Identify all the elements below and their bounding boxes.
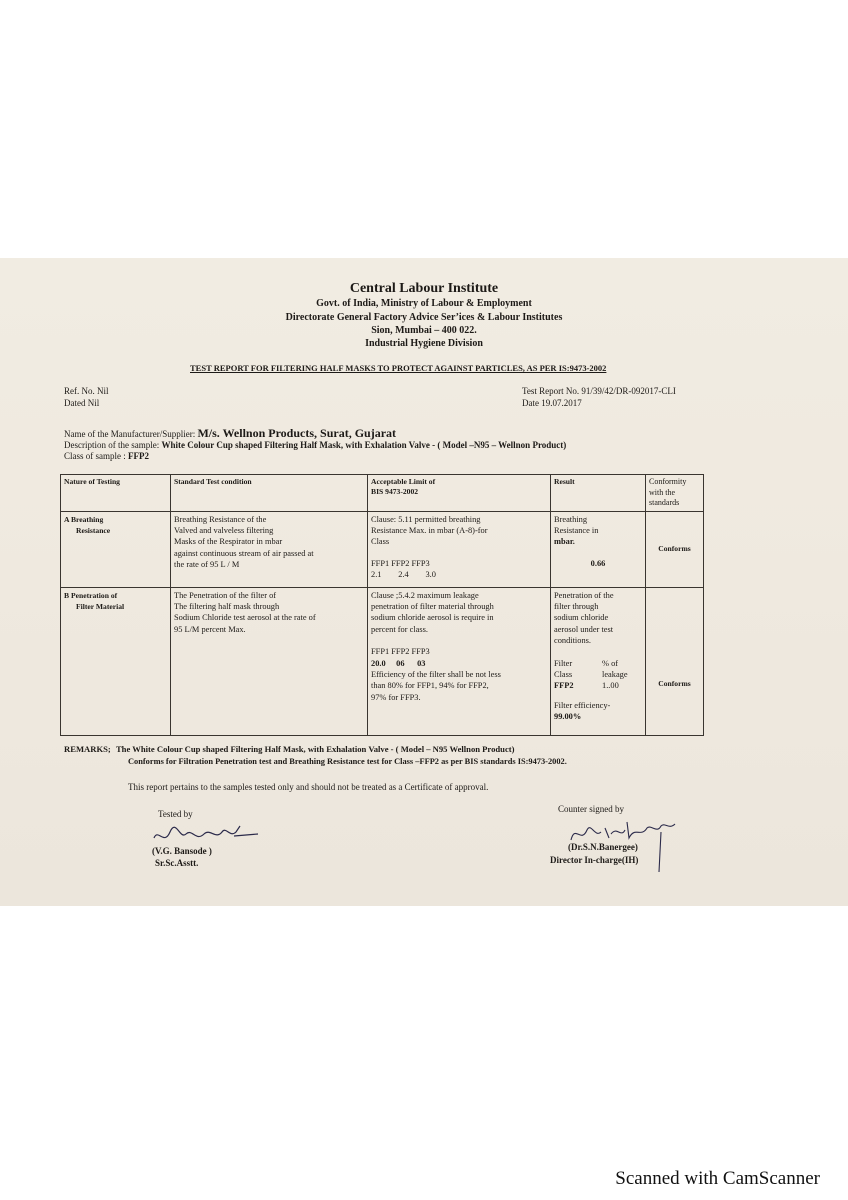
row-a-nature-line: A Breathing	[64, 514, 104, 524]
row-a-result	[551, 511, 646, 587]
row-b-nature-line: Filter Material	[76, 601, 125, 611]
row-a-condition	[171, 511, 368, 587]
row-a-limit	[368, 511, 551, 587]
dated: Dated Nil	[64, 398, 100, 408]
row-a-nature-line: Resistance	[76, 525, 111, 535]
row-b-conformity-badge: Conforms	[658, 679, 691, 689]
class-line	[64, 451, 149, 461]
row-a-condition-line: against continuous stream of air passed at	[174, 548, 314, 558]
header-limit-line: BIS 9473-2002	[371, 487, 419, 496]
director-name: (Dr.S.N.Banergee)	[568, 842, 638, 852]
row-b-limit	[368, 587, 551, 735]
row-b-result-line: Penetration of the	[554, 590, 614, 600]
row-a-result-line: mbar.	[554, 537, 575, 547]
header-condition: Standard Test condition	[171, 475, 368, 512]
row-a-conformity-badge: Conforms	[658, 544, 691, 554]
tester-name: (V.G. Bansode )	[152, 846, 212, 856]
remarks-label: REMARKS;	[64, 744, 111, 754]
row-b-limit-line: penetration of filter material through	[371, 601, 494, 611]
row-b-limit-classes: FFP1 FFP2 FFP3	[371, 647, 430, 657]
manufacturer-line	[64, 426, 396, 441]
row-b-result	[551, 587, 646, 735]
report-date: Date 19.07.2017	[522, 398, 582, 408]
result-grid-cell: 1..00	[602, 681, 619, 691]
result-grid-cell: Class	[554, 669, 573, 679]
certificate-note: This report pertains to the samples tested only and should not be treated as a Certificate of approval.	[128, 782, 489, 792]
row-a-nature	[61, 511, 171, 587]
scanner-watermark: Scanned with CamScanner	[615, 1168, 820, 1189]
row-b-nature	[61, 587, 171, 735]
row-b-result-line: conditions.	[554, 636, 591, 646]
manufacturer-name: M/s. Wellnon Products, Surat, Gujarat	[197, 426, 397, 440]
tester-signature	[150, 820, 262, 848]
row-b-nature-line: B Penetration of	[64, 590, 118, 600]
row-b-condition-line: The filtering half mask through	[174, 601, 280, 611]
row-a-condition-line: the rate of 95 L / M	[174, 560, 240, 570]
class-label: Class of sample :	[64, 451, 128, 461]
remarks-text-1: The White Colour Cup shaped Filtering Half Mask, with Exhalation Valve - ( Model – N95 Wellnon Product)	[115, 744, 515, 754]
result-grid-cell: leakage	[602, 669, 628, 679]
row-a-limit-values: 2.1 2.4 3.0	[371, 570, 436, 580]
row-b-condition	[171, 587, 368, 735]
header-limit-line: Acceptable Limit of	[371, 477, 436, 486]
row-b-condition-line: Sodium Chloride test aerosol at the rate of	[174, 613, 316, 623]
description-line	[64, 440, 566, 450]
test-report-no: Test Report No. 91/39/42/DR-092017-CLI	[522, 386, 676, 396]
director-role: Director In-charge(IH)	[550, 855, 639, 865]
row-b-limit-efficiency: than 80% for FFP1, 94% for FFP2,	[371, 681, 489, 691]
ref-no: Ref. No. Nil	[64, 386, 109, 396]
header-conformity	[646, 475, 704, 512]
row-b-limit-efficiency: Efficiency of the filter shall be not less	[371, 669, 501, 679]
row-b-result-efficiency: Filter efficiency-	[554, 700, 611, 710]
description-text: White Colour Cup shaped Filtering Half Mask, with Exhalation Valve - ( Model –N95 – Wellnon Product)	[161, 440, 567, 450]
ministry-line: Govt. of India, Ministry of Labour & Employment	[316, 298, 532, 309]
row-a-result-line: Resistance in	[554, 525, 599, 535]
row-b-result-line: aerosol under test	[554, 624, 614, 634]
row-b-result-efficiency-value: 99.00%	[554, 712, 582, 722]
row-a-result-value: 0.66	[590, 558, 606, 568]
row-b-result-line: filter through	[554, 601, 599, 611]
tester-role: Sr.Sc.Asstt.	[155, 858, 199, 868]
result-grid-cell: Filter	[554, 658, 573, 668]
tested-by-label: Tested by	[158, 809, 193, 819]
row-a-limit-line: Clause: 5.11 permitted breathing	[371, 514, 481, 524]
header-conformity-line: standards	[649, 498, 680, 507]
row-b-result-grid-row	[554, 669, 642, 680]
row-b-result-grid-row	[554, 680, 642, 691]
row-a-limit-classes: FFP1 FFP2 FFP3	[371, 558, 430, 568]
row-b-limit-values: 20.0 06 03	[371, 658, 426, 668]
row-b-result-grid-row	[554, 658, 642, 669]
remarks-line-2: Conforms for Filtration Penetration test and Breathing Resistance test for Class –FFP2 as per BIS standards IS:9473-2002.	[128, 757, 567, 766]
row-a-limit-line: Class	[371, 537, 390, 547]
directorate-line: Directorate General Factory Advice Ser’ices & Labour Institutes	[285, 312, 563, 323]
row-b-condition-line: 95 L/M percent Max.	[174, 624, 246, 634]
row-a-limit-line: Resistance Max. in mbar (A-8)-for	[371, 525, 488, 535]
result-grid-cell: FFP2	[554, 681, 574, 691]
description-label: Description of the sample:	[64, 440, 162, 450]
table-header-row	[61, 475, 704, 512]
header-limit	[368, 475, 551, 512]
remarks-line-1	[64, 744, 515, 754]
test-results-table	[60, 474, 704, 736]
row-b-conformity	[646, 587, 704, 735]
row-b-limit-line: sodium chloride aerosol is require in	[371, 613, 494, 623]
table-row-breathing-resistance	[61, 511, 704, 587]
report-title: TEST REPORT FOR FILTERING HALF MASKS TO PROTECT AGAINST PARTICLES, AS PER IS:9473-2002	[190, 363, 607, 373]
class-value: FFP2	[128, 451, 149, 461]
header-result: Result	[551, 475, 646, 512]
row-a-result-line: Breathing	[554, 514, 588, 524]
row-a-condition-line: Masks of the Respirator in mbar	[174, 537, 283, 547]
institute-name: Central Labour Institute	[349, 281, 499, 296]
row-a-condition-line: Breathing Resistance of the	[174, 514, 267, 524]
row-b-limit-line: Clause ;5.4.2 maximum leakage	[371, 590, 479, 600]
row-a-condition-line: Valved and valveless filtering	[174, 525, 274, 535]
row-b-condition-line: The Penetration of the filter of	[174, 590, 277, 600]
row-a-conformity	[646, 511, 704, 587]
result-grid-cell: % of	[602, 658, 619, 668]
address-line: Sion, Mumbai – 400 022.	[371, 325, 477, 336]
row-b-limit-efficiency: 97% for FFP3.	[371, 692, 421, 702]
manufacturer-label: Name of the Manufacturer/Supplier:	[64, 429, 198, 439]
row-b-result-line: sodium chloride	[554, 613, 609, 623]
division-line: Industrial Hygiene Division	[365, 338, 483, 349]
header-conformity-line: Conformity	[649, 477, 687, 486]
row-b-limit-line: percent for class.	[371, 624, 428, 634]
counter-signed-label: Counter signed by	[558, 804, 624, 814]
header-conformity-line: with the	[649, 487, 675, 497]
table-row-filter-penetration	[61, 587, 704, 735]
header-nature: Nature of Testing	[61, 475, 171, 512]
